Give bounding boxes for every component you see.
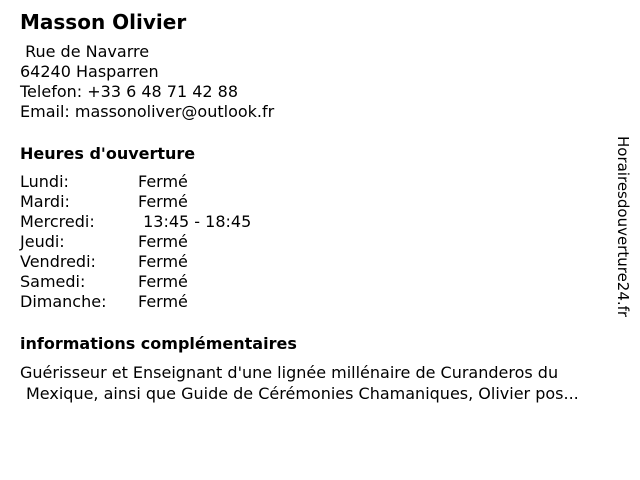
hours-day: Jeudi: xyxy=(20,232,65,251)
hours-title: Heures d'ouverture xyxy=(20,144,196,163)
hours-row-wednesday xyxy=(20,212,610,232)
hours-day: Mercredi: xyxy=(20,212,95,231)
hours-day: Samedi: xyxy=(20,272,86,291)
address-city: 64240 Hasparren xyxy=(20,62,159,81)
hours-value: Fermé xyxy=(138,232,188,251)
hours-value: Fermé xyxy=(138,272,188,291)
address-street: Rue de Navarre xyxy=(20,42,150,61)
hours-row-tuesday xyxy=(20,192,610,212)
hours-row-saturday xyxy=(20,272,610,292)
hours-value: 13:45 - 18:45 xyxy=(138,212,252,231)
hours-row-friday xyxy=(20,252,610,272)
info-text-line: Guérisseur et Enseignant d'une lignée millénaire de Curanderos du xyxy=(20,363,559,382)
hours-day: Dimanche: xyxy=(20,292,107,311)
info-title: informations complémentaires xyxy=(20,334,297,353)
hours-value: Fermé xyxy=(138,192,188,211)
business-card xyxy=(20,0,610,404)
hours-day: Lundi: xyxy=(20,172,69,191)
business-name: Masson Olivier xyxy=(20,10,187,34)
email-line: Email: massonoliver@outlook.fr xyxy=(20,102,275,121)
hours-day: Vendredi: xyxy=(20,252,96,271)
phone-line: Telefon: +33 6 48 71 42 88 xyxy=(20,82,239,101)
hours-row-thursday xyxy=(20,232,610,252)
hours-row-monday xyxy=(20,172,610,192)
info-text-line: Mexique, ainsi que Guide de Cérémonies Chamaniques, Olivier pos... xyxy=(26,384,579,403)
info-text xyxy=(20,362,632,404)
hours-row-sunday xyxy=(20,292,610,312)
hours-value: Fermé xyxy=(138,172,188,191)
hours-day: Mardi: xyxy=(20,192,70,211)
hours-value: Fermé xyxy=(138,292,188,311)
site-watermark: Horairesdouverture24.fr xyxy=(614,136,632,318)
hours-value: Fermé xyxy=(138,252,188,271)
